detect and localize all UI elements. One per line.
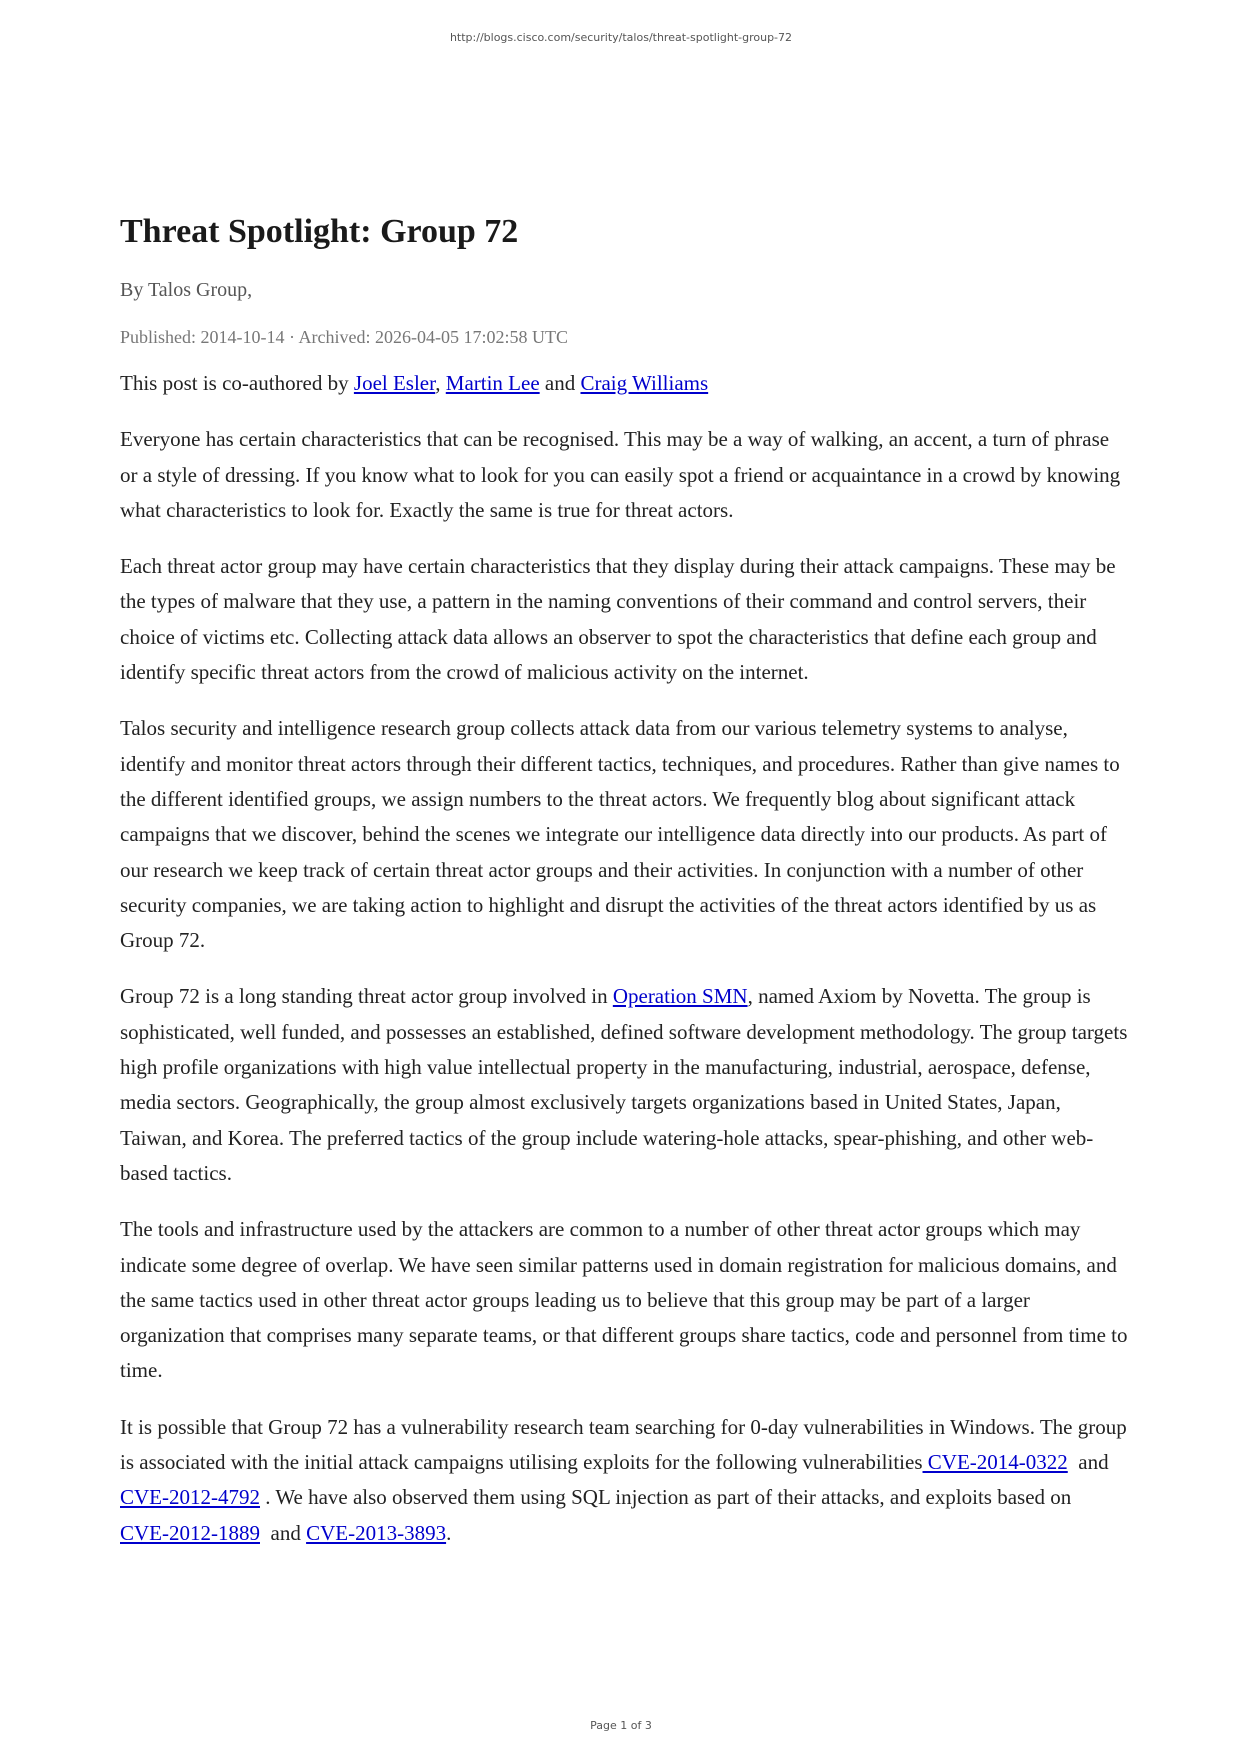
paragraph-threat-groups: Each threat actor group may have certain characteristics that they display during their attack campaigns. These may be the types of malware that they use, a pattern in the naming conventions of their command and control servers, their choice of victims etc. Collecting attack data allows an observer to spot the characteristics that define each group and identify specific threat actors from the crowd of malicious activity on the internet. xyxy=(120,554,1116,685)
page-number: Page 1 of 3 xyxy=(590,1719,652,1732)
coauthors-sep: , xyxy=(435,371,446,395)
author-link-craig-williams[interactable]: Craig Williams xyxy=(580,371,709,395)
operation-smn-link[interactable]: Operation SMN xyxy=(612,984,748,1009)
paragraph-characteristics: Everyone has certain characteristics that can be recognised. This may be a way of walking, an accent, a turn of phrase or a style of dressing. If you know what to look for you can easily spot a friend or acquaintance in a crowd by knowing what characteristics to look for. Exactly the same is true for threat actors. xyxy=(120,427,1121,522)
publish-meta: Published: 2014-10-14 · Archived: 2026-04-05 17:02:58 UTC xyxy=(120,327,568,347)
coauthors-paragraph xyxy=(120,366,1130,401)
byline: By Talos Group, xyxy=(120,279,253,301)
cve-text: . We have also observed them using SQL injection as part of their attacks, and exploits based on xyxy=(260,1485,1082,1510)
article xyxy=(120,210,1130,1551)
cve-2012-4792-link[interactable]: CVE-2012-4792 xyxy=(120,1485,260,1510)
paragraph-tools: The tools and infrastructure used by the attackers are common to a number of other threat actor groups which may indicate some degree of overlap. We have seen similar patterns used in domain registration for malicious domains, and the same tactics used in other threat actor groups leading us to believe that this group may be part of a larger organization that comprises many separate teams, or that different groups share tactics, code and personnel from time to time. xyxy=(120,1217,1128,1383)
cve-2014-0322-link[interactable]: CVE-2014-0322 xyxy=(922,1450,1068,1475)
page-url-header: http://blogs.cisco.com/security/talos/threat-spotlight-group-72 xyxy=(449,31,793,44)
cve-text: and xyxy=(1067,1450,1120,1475)
paragraph-group72 xyxy=(120,979,1130,1191)
cve-2012-1889-link[interactable]: CVE-2012-1889 xyxy=(120,1520,260,1545)
author-link-joel-esler[interactable]: Joel Esler xyxy=(353,371,436,395)
paragraph-cves xyxy=(120,1410,1130,1551)
cve-text: and xyxy=(260,1520,307,1545)
coauthors-sep: and xyxy=(539,371,581,395)
paragraph-talos-research: Talos security and intelligence research group collects attack data from our various telemetry systems to analyse, identify and monitor threat actors through their different tactics, techniques, and procedures. Rather than give names to the different identified groups, we assign numbers to the threat actors. We frequently blog about significant attack campaigns that we discover, behind the scenes we integrate our intelligence data directly into our products. As part of our research we keep track of certain threat actor groups and their activities. In conjunction with a number of other security companies, we are taking action to highlight and disrupt the activities of the threat actors identified by us as Group 72. xyxy=(120,716,1120,953)
coauthors-prefix: This post is co-authored by xyxy=(120,371,354,395)
cve-2013-3893-link[interactable]: CVE-2013-3893 xyxy=(306,1520,447,1545)
cve-text: . xyxy=(446,1520,452,1545)
cve-text: It is possible that Group 72 has a vulnerability research team searching for 0-day vulnerabilities in Windows. The group is associated with the initial attack campaigns utilising exploits for the following vulnerabilities xyxy=(120,1414,1127,1475)
author-link-martin-lee[interactable]: Martin Lee xyxy=(445,371,540,395)
group72-text-before: Group 72 is a long standing threat actor group involved in xyxy=(120,984,613,1009)
group72-text-after: , named Axiom by Novetta. The group is sophisticated, well funded, and possesses an established, defined software development methodology. The group targets high profile organizations with high value intellectual property in the manufacturing, industrial, aerospace, defense, media sectors. Geographically, the group almost exclusively targets organizations based in United States, Japan, Taiwan, and Korea. The preferred tactics of the group include watering-hole attacks, spear-phishing, and other web-based tactics. xyxy=(120,984,1128,1185)
article-title: Threat Spotlight: Group 72 xyxy=(120,213,519,250)
